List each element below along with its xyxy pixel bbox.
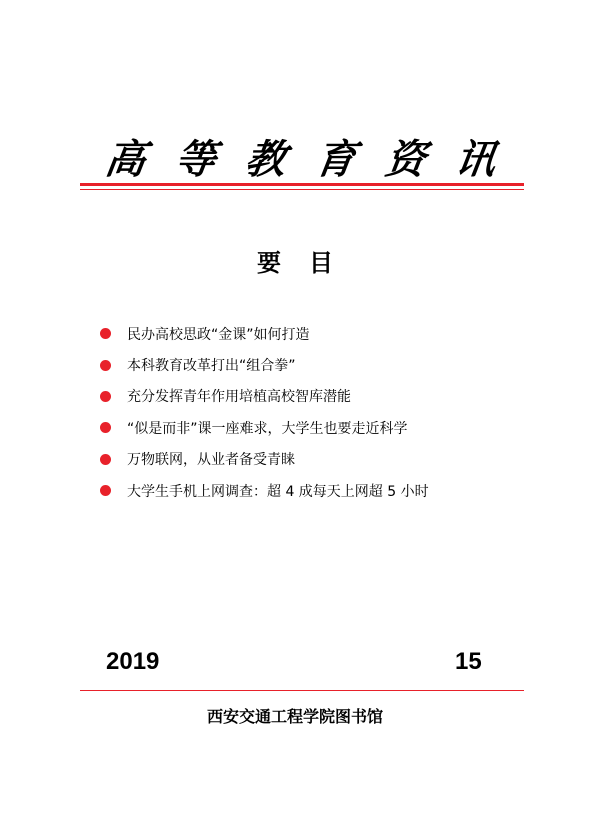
title-char: 育 (312, 135, 359, 183)
toc-item[interactable] (100, 381, 429, 412)
title-char: 资 (382, 135, 429, 183)
toc-item[interactable] (100, 412, 429, 443)
toc-item-text: “似是而非”课一座难求，大学生也要走近科学 (127, 420, 408, 437)
toc-item[interactable] (100, 318, 429, 349)
toc-item-text: 民办高校思政“金课”如何打造 (127, 326, 310, 343)
issue-year: 2019 (106, 648, 160, 675)
title-divider-thin (80, 189, 524, 190)
bullet-dot-icon (100, 391, 111, 402)
bullet-dot-icon (100, 360, 111, 371)
toc-item[interactable] (100, 475, 429, 506)
issue-number: 15 (455, 648, 482, 675)
title-char: 讯 (452, 135, 499, 183)
title-char: 高 (102, 135, 149, 183)
bullet-dot-icon (100, 422, 111, 433)
footer-divider (80, 690, 524, 691)
title-char: 等 (172, 135, 219, 183)
bullet-dot-icon (100, 328, 111, 339)
toc-item-text: 本科教育改革打出“组合拳” (127, 358, 296, 375)
publication-title (80, 128, 522, 184)
toc-item-text: 大学生手机上网调查：超 4 成每天上网超 5 小时 (127, 483, 429, 500)
section-heading: 要目 (257, 249, 361, 277)
bullet-dot-icon (100, 485, 111, 496)
table-of-contents (100, 318, 429, 506)
title-divider-thick (80, 183, 524, 186)
bullet-dot-icon (100, 454, 111, 465)
publisher-name: 西安交通工程学院图书馆 (206, 707, 383, 726)
toc-item-text: 万物联网，从业者备受青睐 (127, 452, 295, 469)
toc-item[interactable] (100, 444, 429, 475)
toc-item-text: 充分发挥青年作用培植高校智库潜能 (127, 389, 351, 406)
title-char: 教 (242, 135, 289, 183)
toc-item[interactable] (100, 349, 429, 380)
